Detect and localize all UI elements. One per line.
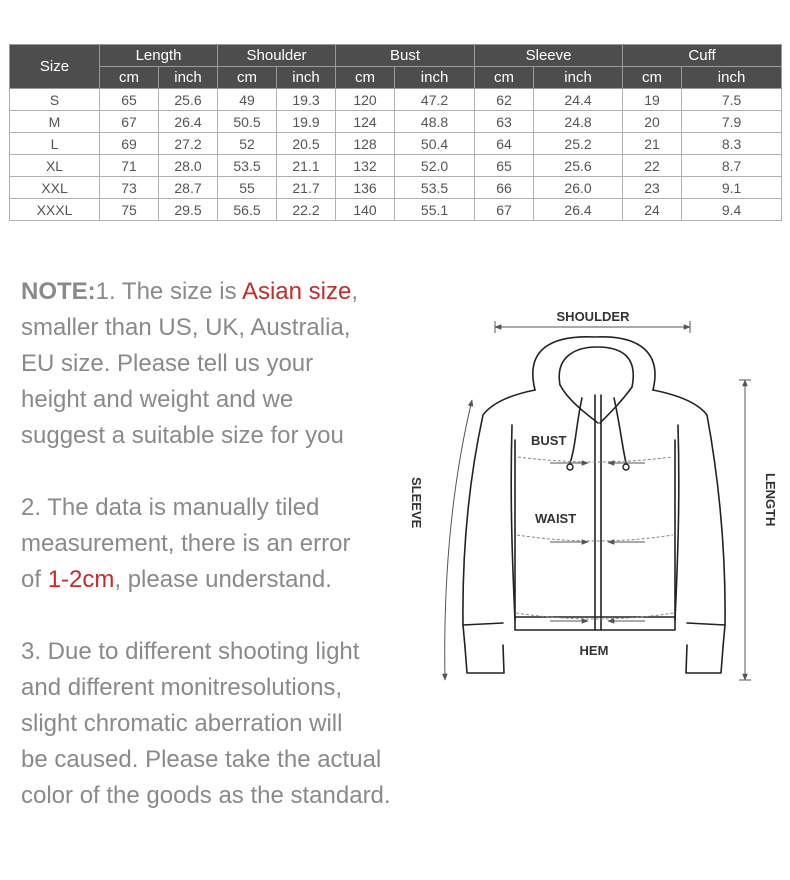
unit-header-row (10, 67, 782, 89)
measurement-cell: 50.5 (218, 111, 277, 133)
measurement-cell: 24.4 (534, 89, 623, 111)
measurement-cell: 48.8 (395, 111, 475, 133)
unit-header: inch (159, 67, 218, 89)
measurement-cell: 67 (475, 199, 534, 221)
note-1-line-5: suggest a suitable size for you (21, 422, 344, 449)
note-1-text: 1. The size is (95, 278, 242, 305)
unit-header: cm (623, 67, 682, 89)
measurement-cell: 140 (336, 199, 395, 221)
measurement-cell: 7.9 (682, 111, 782, 133)
measurement-cell: 19.9 (277, 111, 336, 133)
measurement-cell: 63 (475, 111, 534, 133)
measurement-cell: 52.0 (395, 155, 475, 177)
measurement-cell: 73 (100, 177, 159, 199)
measurement-cell: 66 (475, 177, 534, 199)
unit-header: cm (218, 67, 277, 89)
unit-header: cm (336, 67, 395, 89)
shoulder-measure (495, 309, 690, 333)
hem-label: HEM (579, 643, 609, 658)
measurement-cell: 21 (623, 133, 682, 155)
measurement-cell: 55.1 (395, 199, 475, 221)
size-cell: XXL (10, 177, 100, 199)
note-2-line-3-end: , please understand. (114, 566, 332, 593)
measurement-cell: 20.5 (277, 133, 336, 155)
hoodie-measurement-diagram (400, 295, 785, 700)
measurement-cell: 128 (336, 133, 395, 155)
size-table-body (10, 89, 782, 221)
measurement-cell: 9.1 (682, 177, 782, 199)
bust-label: BUST (531, 433, 567, 448)
measurement-cell: 124 (336, 111, 395, 133)
table-row (10, 177, 782, 199)
drawstring-tip-right (623, 464, 629, 470)
measurement-cell: 28.7 (159, 177, 218, 199)
measurement-cell: 20 (623, 111, 682, 133)
measurement-cell: 24.8 (534, 111, 623, 133)
measurement-cell: 56.5 (218, 199, 277, 221)
measurement-cell: 67 (100, 111, 159, 133)
measurement-cell: 25.6 (159, 89, 218, 111)
note-3-line-2: and different monitresolutions, (21, 674, 343, 701)
note-3-line-1: 3. Due to different shooting light (21, 638, 360, 665)
note-2 (21, 490, 350, 598)
length-measure (739, 380, 778, 680)
measurement-cell: 25.6 (534, 155, 623, 177)
drawstring-tip-left (567, 464, 573, 470)
measurement-cell: 50.4 (395, 133, 475, 155)
size-chart-table (9, 44, 782, 221)
shoulder-header: Shoulder (218, 45, 336, 67)
sleeve-label: SLEEVE (409, 477, 424, 529)
measurement-cell: 26.4 (159, 111, 218, 133)
measurement-cell: 64 (475, 133, 534, 155)
group-header-row (10, 45, 782, 67)
hoodie-outline (463, 337, 725, 673)
size-cell: XXXL (10, 199, 100, 221)
unit-header: inch (534, 67, 623, 89)
measurement-cell: 49 (218, 89, 277, 111)
table-row (10, 111, 782, 133)
table-row (10, 155, 782, 177)
note-1 (21, 274, 358, 454)
error-range-highlight: 1-2cm (47, 566, 115, 593)
measurement-cell: 29.5 (159, 199, 218, 221)
measurement-cell: 21.1 (277, 155, 336, 177)
measurement-cell: 19.3 (277, 89, 336, 111)
measurement-cell: 8.3 (682, 133, 782, 155)
note-3-line-5: color of the goods as the standard. (21, 782, 391, 809)
measurement-cell: 75 (100, 199, 159, 221)
table-row (10, 89, 782, 111)
sleeve-measure (409, 400, 472, 680)
measurement-cell: 52 (218, 133, 277, 155)
size-cell: S (10, 89, 100, 111)
measurement-cell: 132 (336, 155, 395, 177)
unit-header: inch (395, 67, 475, 89)
measurement-cell: 21.7 (277, 177, 336, 199)
measurement-cell: 28.0 (159, 155, 218, 177)
unit-header: cm (475, 67, 534, 89)
size-cell: L (10, 133, 100, 155)
table-row (10, 199, 782, 221)
length-header: Length (100, 45, 218, 67)
measurement-cell: 69 (100, 133, 159, 155)
size-cell: XL (10, 155, 100, 177)
note-3-line-3: slight chromatic aberration will (21, 710, 343, 737)
measurement-cell: 71 (100, 155, 159, 177)
measurement-cell: 47.2 (395, 89, 475, 111)
unit-header: inch (682, 67, 782, 89)
unit-header: inch (277, 67, 336, 89)
measurement-cell: 22.2 (277, 199, 336, 221)
measurement-cell: 120 (336, 89, 395, 111)
table-row (10, 133, 782, 155)
length-label: LENGTH (763, 473, 778, 527)
size-header: Size (10, 45, 100, 89)
bust-header: Bust (336, 45, 475, 67)
measurement-cell: 19 (623, 89, 682, 111)
measurement-cell: 55 (218, 177, 277, 199)
waist-label: WAIST (535, 511, 577, 526)
measurement-cell: 9.4 (682, 199, 782, 221)
measurement-cell: 7.5 (682, 89, 782, 111)
note-1-line-1-end: , (351, 278, 359, 305)
note-1-line-2: smaller than US, UK, Australia, (21, 314, 351, 341)
measurement-cell: 136 (336, 177, 395, 199)
note-2-line-1: 2. The data is manually tiled (21, 494, 320, 521)
shoulder-label: SHOULDER (556, 309, 630, 324)
size-cell: M (10, 111, 100, 133)
note-label: NOTE: (21, 278, 96, 305)
measurement-cell: 53.5 (395, 177, 475, 199)
measurement-cell: 23 (623, 177, 682, 199)
measurement-cell: 27.2 (159, 133, 218, 155)
measurement-cell: 65 (100, 89, 159, 111)
note-1-line-4: height and weight and we (21, 386, 294, 413)
measurement-cell: 53.5 (218, 155, 277, 177)
measurement-cell: 62 (475, 89, 534, 111)
measurement-cell: 22 (623, 155, 682, 177)
measurement-cell: 26.4 (534, 199, 623, 221)
note-3-line-4: be caused. Please take the actual (21, 746, 382, 773)
measurement-cell: 65 (475, 155, 534, 177)
unit-header: cm (100, 67, 159, 89)
measurement-cell: 25.2 (534, 133, 623, 155)
note-1-line-3: EU size. Please tell us your (21, 350, 314, 377)
note-2-line-3-start: of (21, 566, 48, 593)
asian-size-highlight: Asian size (241, 278, 352, 305)
measurement-cell: 26.0 (534, 177, 623, 199)
measurement-cell: 24 (623, 199, 682, 221)
cuff-header: Cuff (623, 45, 782, 67)
sleeve-header: Sleeve (475, 45, 623, 67)
note-3 (21, 634, 391, 814)
note-2-line-2: measurement, there is an error (21, 530, 351, 557)
measurement-cell: 8.7 (682, 155, 782, 177)
